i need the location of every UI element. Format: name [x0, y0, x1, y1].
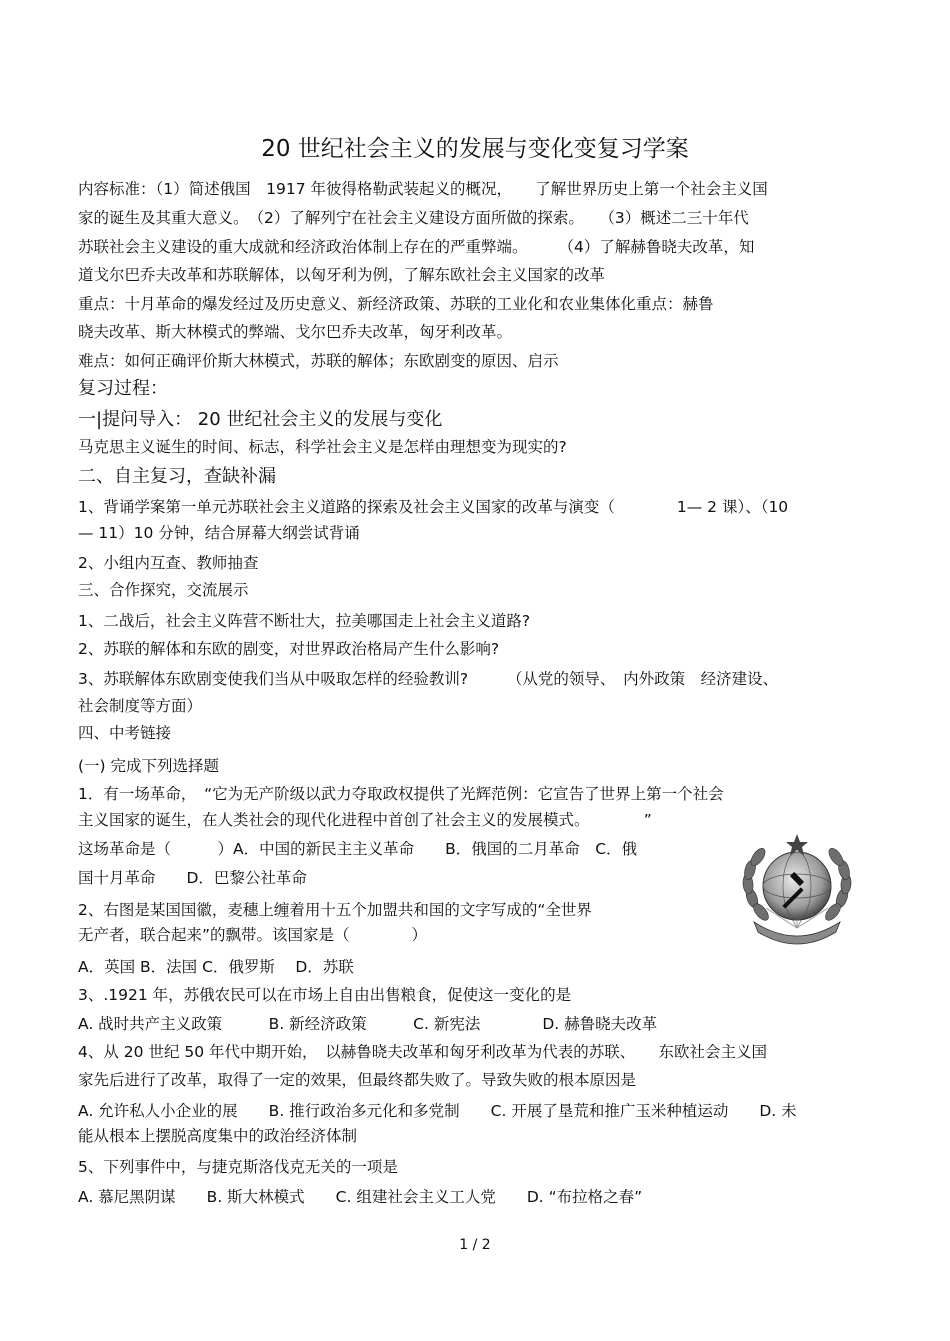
- section2-line: 1、背诵学案第一单元苏联社会主义道路的探索及社会主义国家的改革与演变（ 1— 2 课）、（10: [78, 498, 789, 516]
- question-line: 1．有一场革命， “它为无产阶级以武力夺取政权提供了光辉范例：它宣告了世界上第一个社会: [78, 785, 724, 803]
- standard-line: 内容标准：（1）简述俄国 1917 年彼得格勒武装起义的概况， 了解世界历史上第一个社会主义国: [78, 180, 768, 198]
- section4-subheading: (一) 完成下列选择题: [78, 757, 220, 775]
- key-point-line: 重点：十月革命的爆发经过及历史意义、新经济政策、苏联的工业化和农业集体化重点：赫鲁: [78, 295, 714, 313]
- page-number: 1 / 2: [459, 1237, 491, 1253]
- question-line: 主义国家的诞生，在人类社会的现代化进程中首创了社会主义的发展模式。 ”: [78, 811, 652, 829]
- section2-line: — 11）10 分钟，结合屏幕大纲尝试背诵: [78, 524, 360, 542]
- standard-line: 道戈尔巴乔夫改革和苏联解体，以匈牙利为例，了解东欧社会主义国家的改革: [78, 266, 606, 284]
- question-line: 3、.1921 年，苏俄农民可以在市场上自由出售粮食，促使这一变化的是: [78, 986, 572, 1004]
- question-line: A. 允许私人小企业的展 B. 推行政治多元化和多党制 C. 开展了垦荒和推广玉米种植运动 D. 未: [78, 1102, 797, 1120]
- national-emblem-image: [736, 828, 858, 950]
- section3-line: 社会制度等方面）: [78, 697, 203, 715]
- question-line: 5、下列事件中，与捷克斯洛伐克无关的一项是: [78, 1158, 398, 1176]
- page-title: 20 世纪社会主义的发展与变化变复习学案: [261, 136, 689, 162]
- section3-line: 3、苏联解体东欧剧变使我们当从中吸取怎样的经验教训? （从党的领导、 内外政策 经济建设、: [78, 670, 779, 688]
- question-line: 能从根本上摆脱高度集中的政治经济体制: [78, 1127, 358, 1145]
- question-line: 国十月革命 D．巴黎公社革命: [78, 869, 307, 887]
- section4-heading: 四、中考链接: [78, 724, 172, 742]
- standard-line: 家的诞生及其重大意义。 （2）了解列宁在社会主义建设方面所做的探索。 （3）概述二三十年代: [78, 209, 749, 227]
- key-point-line: 晓夫改革、斯大林模式的弊端、戈尔巴乔夫改革，匈牙利改革。: [78, 323, 513, 341]
- question-line: 2、右图是某国国徽，麦穗上缠着用十五个加盟共和国的文字写成的“全世界: [78, 901, 592, 919]
- question-line: 这场革命是（ ）A．中国的新民主主义革命 B．俄国的二月革命 C．俄: [78, 840, 638, 858]
- section1-question: 马克思主义诞生的时间、标志，科学社会主义是怎样由理想变为现实的?: [78, 438, 567, 456]
- question-line: A．英国 B．法国 C．俄罗斯 D．苏联: [78, 958, 354, 976]
- section3-line: 2、苏联的解体和东欧的剧变，对世界政治格局产生什么影响?: [78, 640, 500, 658]
- section2-line: 2、小组内互查、教师抽查: [78, 554, 259, 572]
- section3-line: 1、二战后，社会主义阵营不断壮大，拉美哪国走上社会主义道路?: [78, 612, 531, 630]
- section3-heading: 三、合作探究，交流展示: [78, 581, 249, 599]
- section1-heading: 一|提问导入： 20 世纪社会主义的发展与变化: [78, 409, 443, 430]
- question-line: A. 战时共产主义政策 B. 新经济政策 C. 新宪法 D. 赫鲁晓夫改革: [78, 1015, 658, 1033]
- question-line: 4、从 20 世纪 50 年代中期开始， 以赫鲁晓夫改革和匈牙利改革为代表的苏联、 东欧社会主义国: [78, 1043, 768, 1061]
- question-line: 无产者，联合起来”的飘带。该国家是（ ）: [78, 926, 428, 944]
- question-line: 家先后进行了改革，取得了一定的效果，但最终都失败了。导致失败的根本原因是: [78, 1071, 637, 1089]
- section2-heading: 二、自主复习，查缺补漏: [78, 466, 276, 487]
- standard-line: 苏联社会主义建设的重大成就和经济政治体制上存在的严重弊端。 （4）了解赫鲁晓夫改革，知: [78, 238, 755, 256]
- process-heading: 复习过程：: [78, 378, 168, 399]
- difficulty-line: 难点：如何正确评价斯大林模式，苏联的解体；东欧剧变的原因、启示: [78, 352, 559, 370]
- question-line: A. 慕尼黑阴谋 B. 斯大林模式 C. 组建社会主义工人党 D. “布拉格之春”: [78, 1188, 643, 1206]
